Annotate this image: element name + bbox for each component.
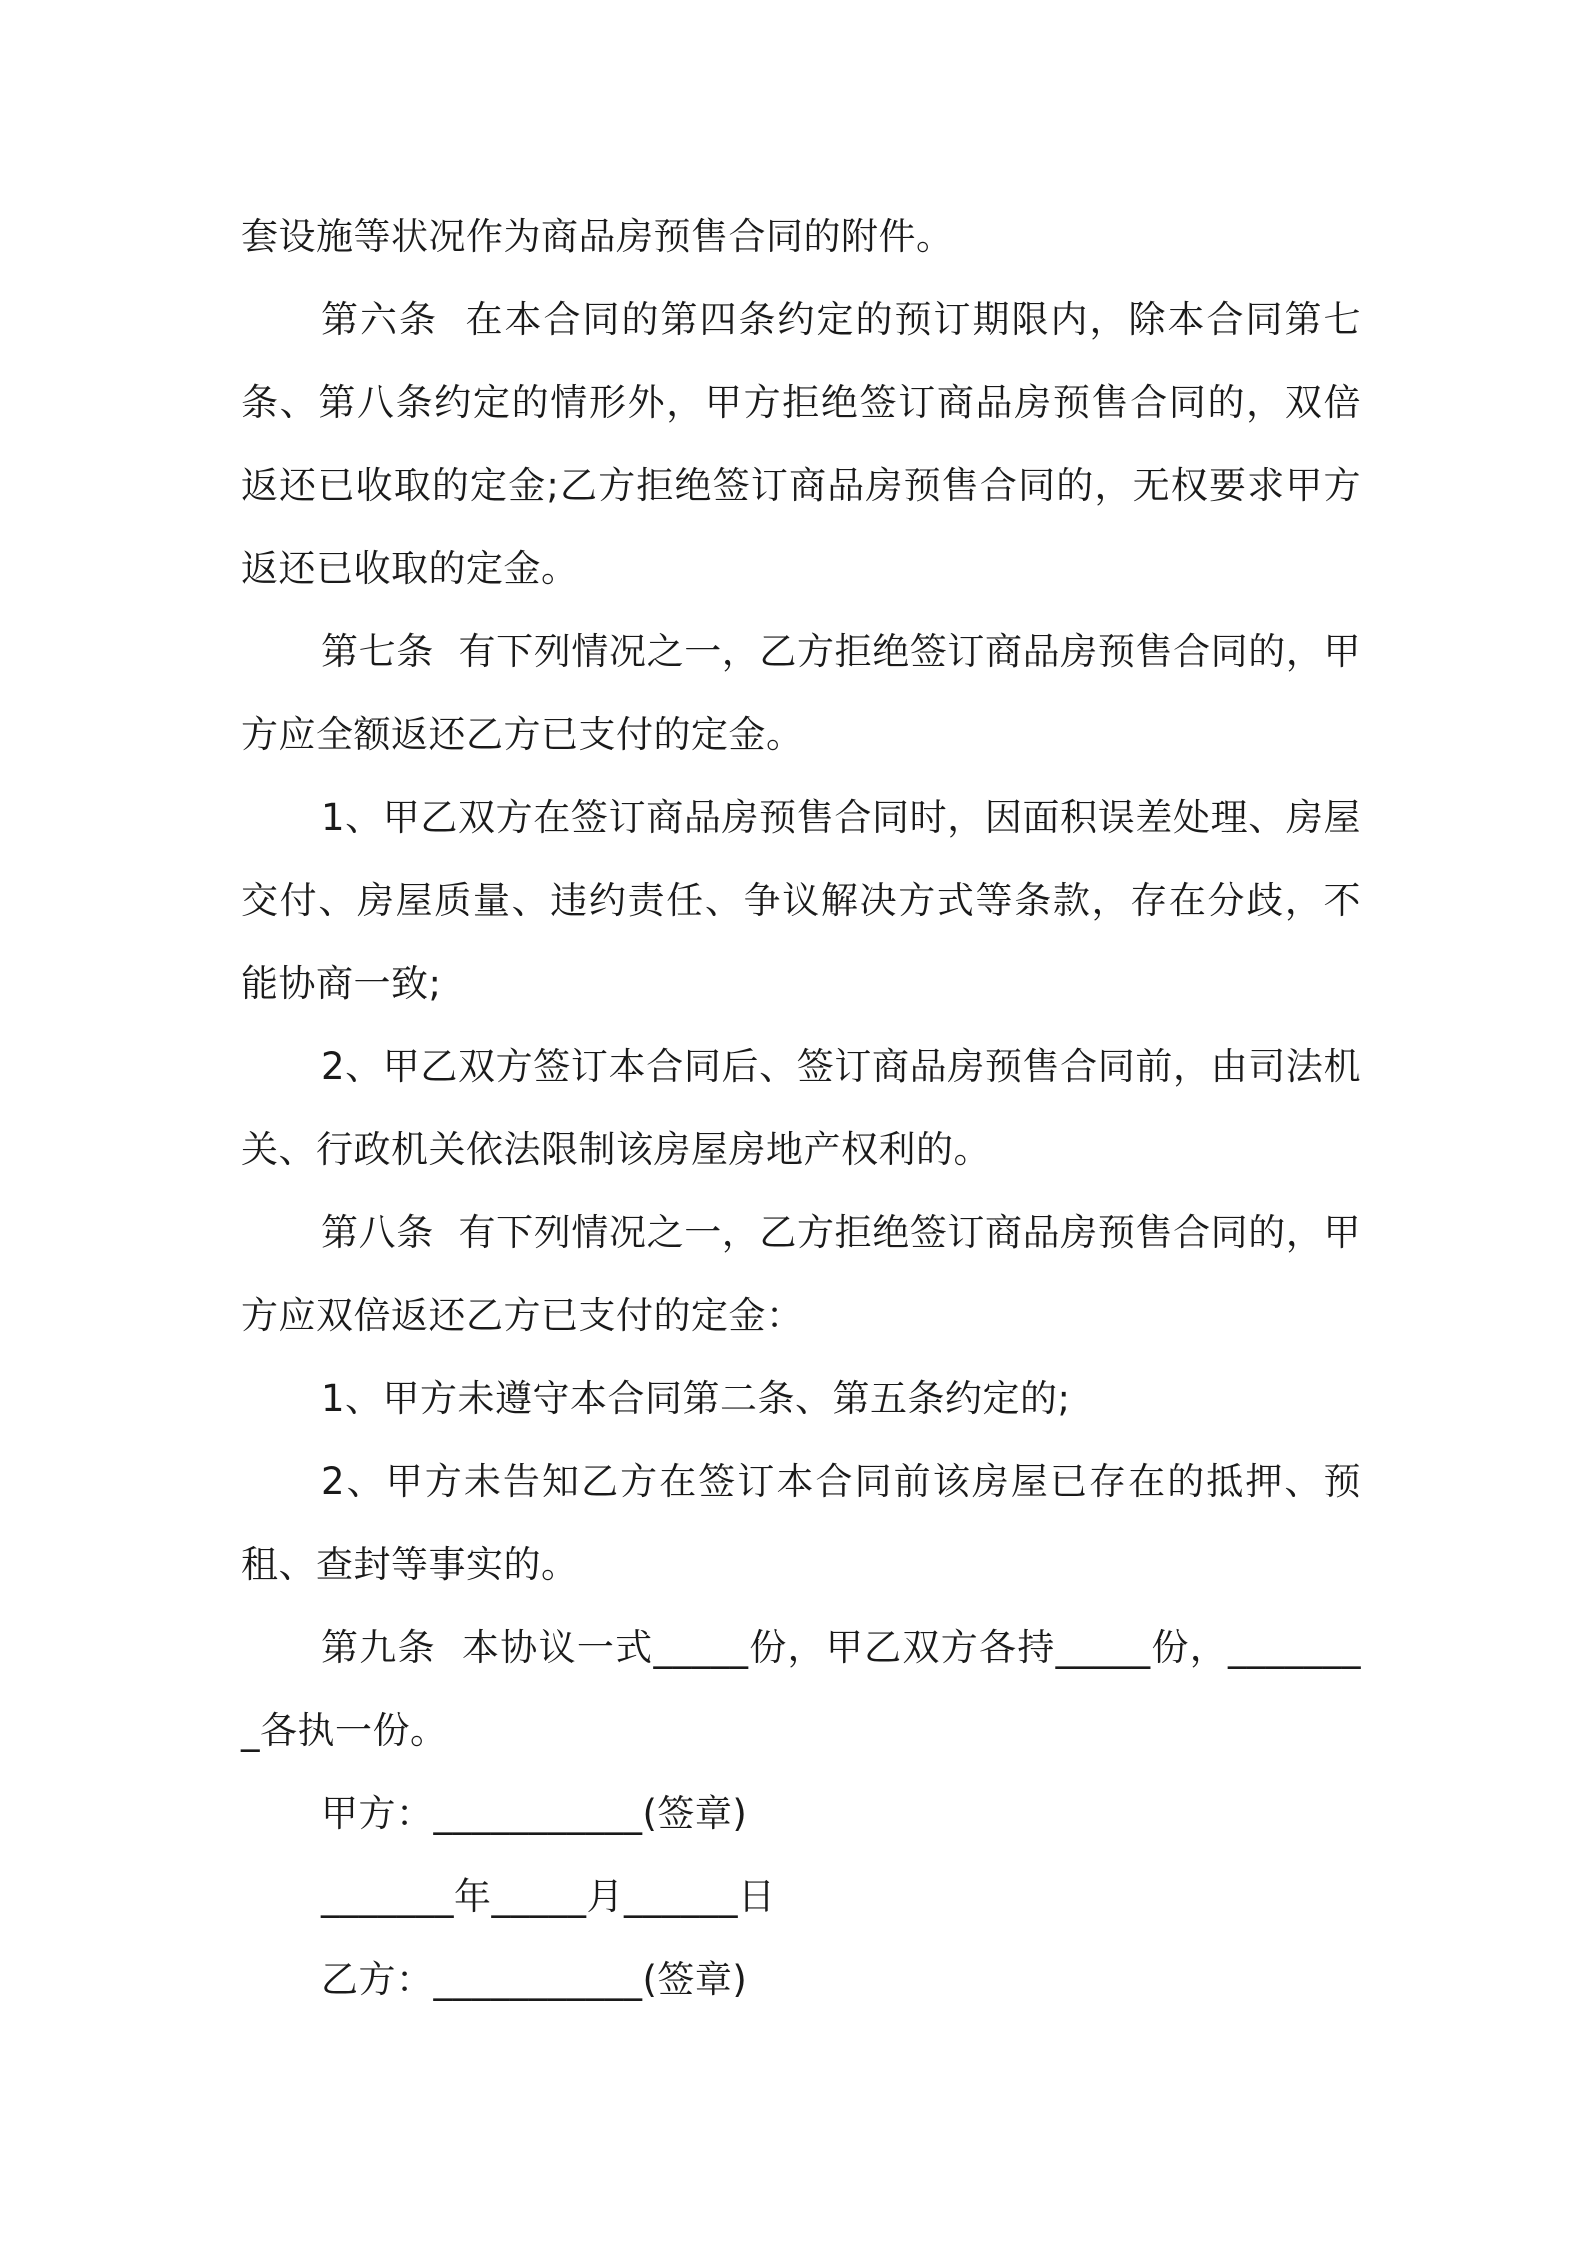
article-nine: 第九条 本协议一式_____份，甲乙双方各持_____份，________各执一份。 xyxy=(241,1626,1361,1752)
signature-date: _______年_____月______日 xyxy=(321,1875,776,1918)
article-eight-item-1: 1、甲方未遵守本合同第二条、第五条约定的; xyxy=(321,1377,1071,1420)
paragraph-continuation: 套设施等状况作为商品房预售合同的附件。 xyxy=(241,215,954,258)
article-seven-item-2: 2、甲乙双方签订本合同后、签订商品房预售合同前，由司法机关、行政机关依法限制该房屋房地产权利的。 xyxy=(241,1045,1361,1171)
article-eight-item-2: 2、甲方未告知乙方在签订本合同前该房屋已存在的抵押、预租、查封等事实的。 xyxy=(241,1460,1361,1586)
article-seven: 第七条 有下列情况之一，乙方拒绝签订商品房预售合同的，甲方应全额返还乙方已支付的定金。 xyxy=(241,630,1361,756)
article-seven-item-1: 1、甲乙双方在签订商品房预售合同时，因面积误差处理、房屋交付、房屋质量、违约责任、争议解决方式等条款，存在分歧，不能协商一致; xyxy=(241,796,1361,1005)
signature-party-a: 甲方：___________(签章) xyxy=(321,1792,748,1835)
signature-party-b: 乙方：___________(签章) xyxy=(321,1958,748,2001)
article-eight: 第八条 有下列情况之一，乙方拒绝签订商品房预售合同的，甲方应双倍返还乙方已支付的定金： xyxy=(241,1211,1361,1337)
contract-body xyxy=(241,195,1361,2021)
article-six: 第六条 在本合同的第四条约定的预订期限内，除本合同第七条、第八条约定的情形外，甲方拒绝签订商品房预售合同的，双倍返还已收取的定金;乙方拒绝签订商品房预售合同的，无权要求甲方返还已收取的定金。 xyxy=(241,298,1361,590)
